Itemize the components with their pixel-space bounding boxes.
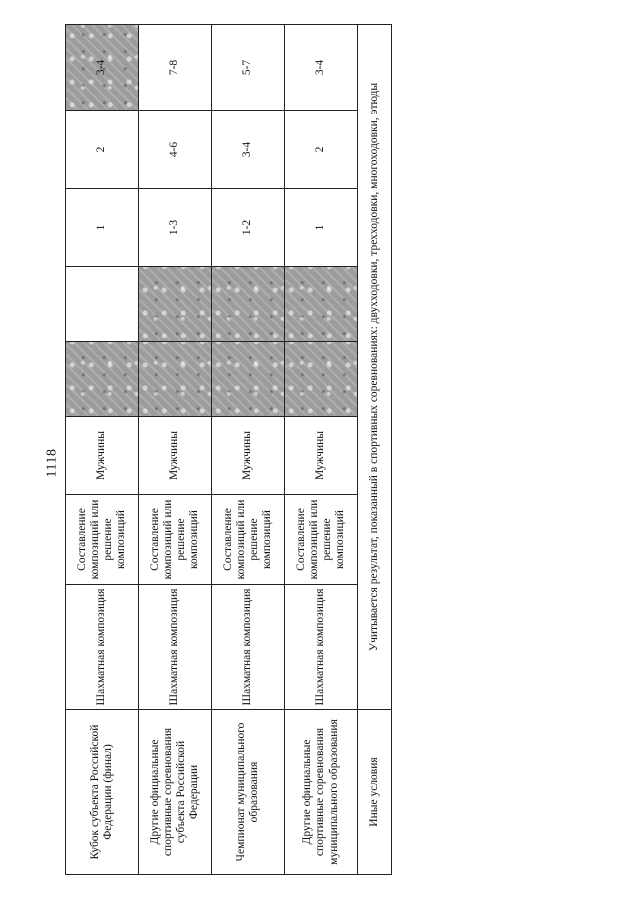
place-cell: 7-8	[139, 25, 212, 111]
competition-cell: Кубок субъекта Российской Федерации (финал)	[66, 710, 139, 875]
place-cell-shaded	[212, 267, 285, 342]
event-cell: Составление композиций или решение композиций	[212, 495, 285, 585]
gender-cell: Мужчины	[66, 417, 139, 495]
place-cell-shaded	[285, 342, 358, 417]
place-cell: 3-4	[285, 25, 358, 111]
other-conditions-text: Учитывается результат, показанный в спортивных соревнованиях: двухходовки, трехходовки, многоходовки, этюды	[358, 25, 392, 710]
page-number: 1118	[44, 448, 60, 478]
place-cell: 2	[285, 111, 358, 189]
other-conditions-label: Иные условия	[358, 710, 392, 875]
table-row	[212, 25, 285, 875]
rotated-page	[65, 45, 395, 875]
other-conditions-row	[358, 25, 392, 875]
discipline-cell: Шахматная композиция	[212, 585, 285, 710]
place-cell: 1-3	[139, 189, 212, 267]
place-cell-shaded	[139, 267, 212, 342]
place-cell-shaded	[139, 342, 212, 417]
place-cell	[66, 267, 139, 342]
gender-cell: Мужчины	[285, 417, 358, 495]
place-cell-shaded	[66, 342, 139, 417]
place-cell: 1-2	[212, 189, 285, 267]
table-row	[285, 25, 358, 875]
place-cell: 4-6	[139, 111, 212, 189]
place-cell: 1	[66, 189, 139, 267]
discipline-cell: Шахматная композиция	[285, 585, 358, 710]
place-cell: 2	[66, 111, 139, 189]
table-row	[139, 25, 212, 875]
gender-cell: Мужчины	[139, 417, 212, 495]
event-cell: Составление композиций или решение композиций	[139, 495, 212, 585]
place-cell: 1	[285, 189, 358, 267]
competition-cell: Чемпионат муниципального образования	[212, 710, 285, 875]
place-cell: 5-7	[212, 25, 285, 111]
place-cell-shaded	[285, 267, 358, 342]
discipline-cell: Шахматная композиция	[139, 585, 212, 710]
gender-cell: Мужчины	[212, 417, 285, 495]
place-cell: 3-4	[66, 25, 139, 111]
discipline-cell: Шахматная композиция	[66, 585, 139, 710]
place-cell-shaded	[212, 342, 285, 417]
place-cell: 3-4	[212, 111, 285, 189]
competition-cell: Другие официальные спортивные соревнования муниципального образования	[285, 710, 358, 875]
table-row	[66, 25, 139, 875]
event-cell: Составление композиций или решение композиций	[285, 495, 358, 585]
event-cell: Составление композиций или решение композиций	[66, 495, 139, 585]
competition-cell: Другие официальные спортивные соревнования субъекта Российской Федерации	[139, 710, 212, 875]
sport-rank-table	[65, 24, 392, 875]
